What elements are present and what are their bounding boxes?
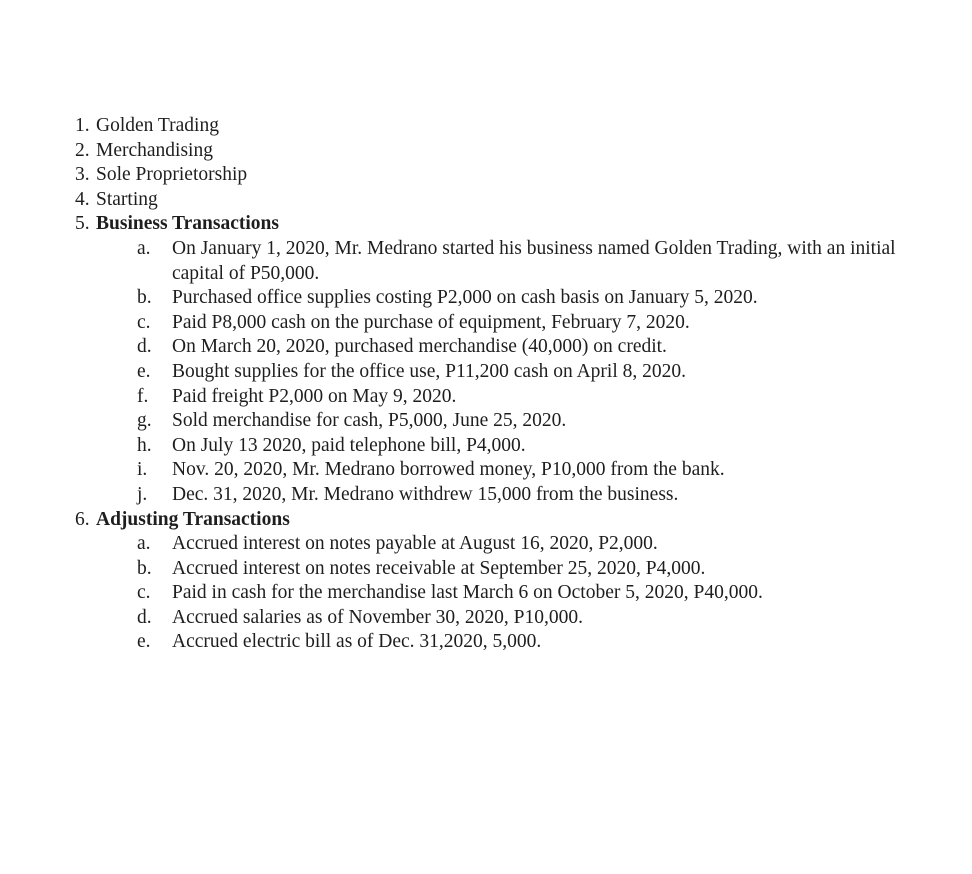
adjustment-d [137, 606, 935, 631]
list-item-golden-trading [75, 114, 935, 139]
sub-letter: b. [137, 557, 152, 579]
sub-text: On March 20, 2020, purchased merchandise (40,000) on credit. [172, 336, 667, 358]
sub-letter: g. [137, 410, 152, 432]
sub-text: Accrued electric bill as of Dec. 31,2020, 5,000. [172, 631, 542, 653]
sub-letter: e. [137, 360, 151, 382]
business-transactions-list [75, 237, 935, 508]
adjustment-b [137, 557, 935, 582]
sub-text: Accrued interest on notes payable at August 16, 2020, P2,000. [172, 533, 658, 555]
list-number: 6. [75, 508, 90, 530]
sub-text: Accrued interest on notes receivable at September 25, 2020, P4,000. [172, 557, 706, 579]
sub-text: Nov. 20, 2020, Mr. Medrano borrowed money, P10,000 from the bank. [172, 459, 725, 481]
list-number: 4. [75, 188, 90, 210]
adjustment-a [137, 532, 935, 557]
document-body [75, 114, 935, 655]
sub-text: Sold merchandise for cash, P5,000, June 25, 2020. [172, 410, 567, 432]
list-text: Starting [96, 188, 158, 210]
transaction-f [137, 385, 935, 410]
sub-letter: e. [137, 631, 151, 653]
list-text: Golden Trading [96, 115, 219, 136]
sub-letter: a. [137, 533, 151, 555]
section-heading-business-transactions [75, 212, 935, 237]
sub-text: Dec. 31, 2020, Mr. Medrano withdrew 15,000 from the business. [172, 483, 679, 505]
transaction-i [137, 458, 935, 483]
adjustment-c [137, 581, 935, 606]
list-number: 5. [75, 213, 90, 235]
transaction-b [137, 286, 935, 311]
transaction-e [137, 360, 935, 385]
sub-text: Paid freight P2,000 on May 9, 2020. [172, 385, 457, 407]
list-item-sole-proprietorship [75, 163, 935, 188]
list-text: Sole Proprietorship [96, 164, 248, 186]
sub-letter: d. [137, 606, 152, 628]
section-heading-adjusting-transactions [75, 508, 935, 533]
sub-text: Paid P8,000 cash on the purchase of equipment, February 7, 2020. [172, 311, 690, 333]
sub-letter: j. [137, 483, 148, 505]
sub-text: On January 1, 2020, Mr. Medrano started his business named Golden Trading, with an initial capital of P50,000. [172, 237, 896, 284]
sub-letter: d. [137, 336, 152, 358]
sub-text: Paid in cash for the merchandise last March 6 on October 5, 2020, P40,000. [172, 582, 763, 604]
sub-letter: c. [137, 582, 151, 604]
list-item-merchandising [75, 139, 935, 164]
sub-text: On July 13 2020, paid telephone bill, P4,000. [172, 434, 526, 456]
transaction-c [137, 311, 935, 336]
transaction-j [137, 483, 935, 508]
list-number: 1. [75, 115, 90, 136]
adjusting-transactions-list [75, 532, 935, 655]
sub-letter: a. [137, 237, 151, 259]
sub-text: Accrued salaries as of November 30, 2020, P10,000. [172, 606, 584, 628]
transaction-g [137, 409, 935, 434]
transaction-h [137, 434, 935, 459]
transaction-d [137, 335, 935, 360]
sub-letter: f. [137, 385, 149, 407]
sub-letter: b. [137, 287, 152, 309]
sub-text: Bought supplies for the office use, P11,200 cash on April 8, 2020. [172, 360, 686, 382]
list-number: 3. [75, 164, 90, 186]
sub-letter: c. [137, 311, 151, 333]
transaction-a [137, 237, 935, 286]
list-text: Merchandising [96, 139, 213, 161]
section-title: Business Transactions [96, 213, 279, 235]
adjustment-e [137, 630, 935, 655]
sub-letter: i. [137, 459, 148, 481]
sub-letter: h. [137, 434, 152, 456]
list-number: 2. [75, 139, 90, 161]
list-item-starting [75, 188, 935, 213]
section-title: Adjusting Transactions [96, 508, 290, 530]
sub-text: Purchased office supplies costing P2,000 on cash basis on January 5, 2020. [172, 287, 758, 309]
